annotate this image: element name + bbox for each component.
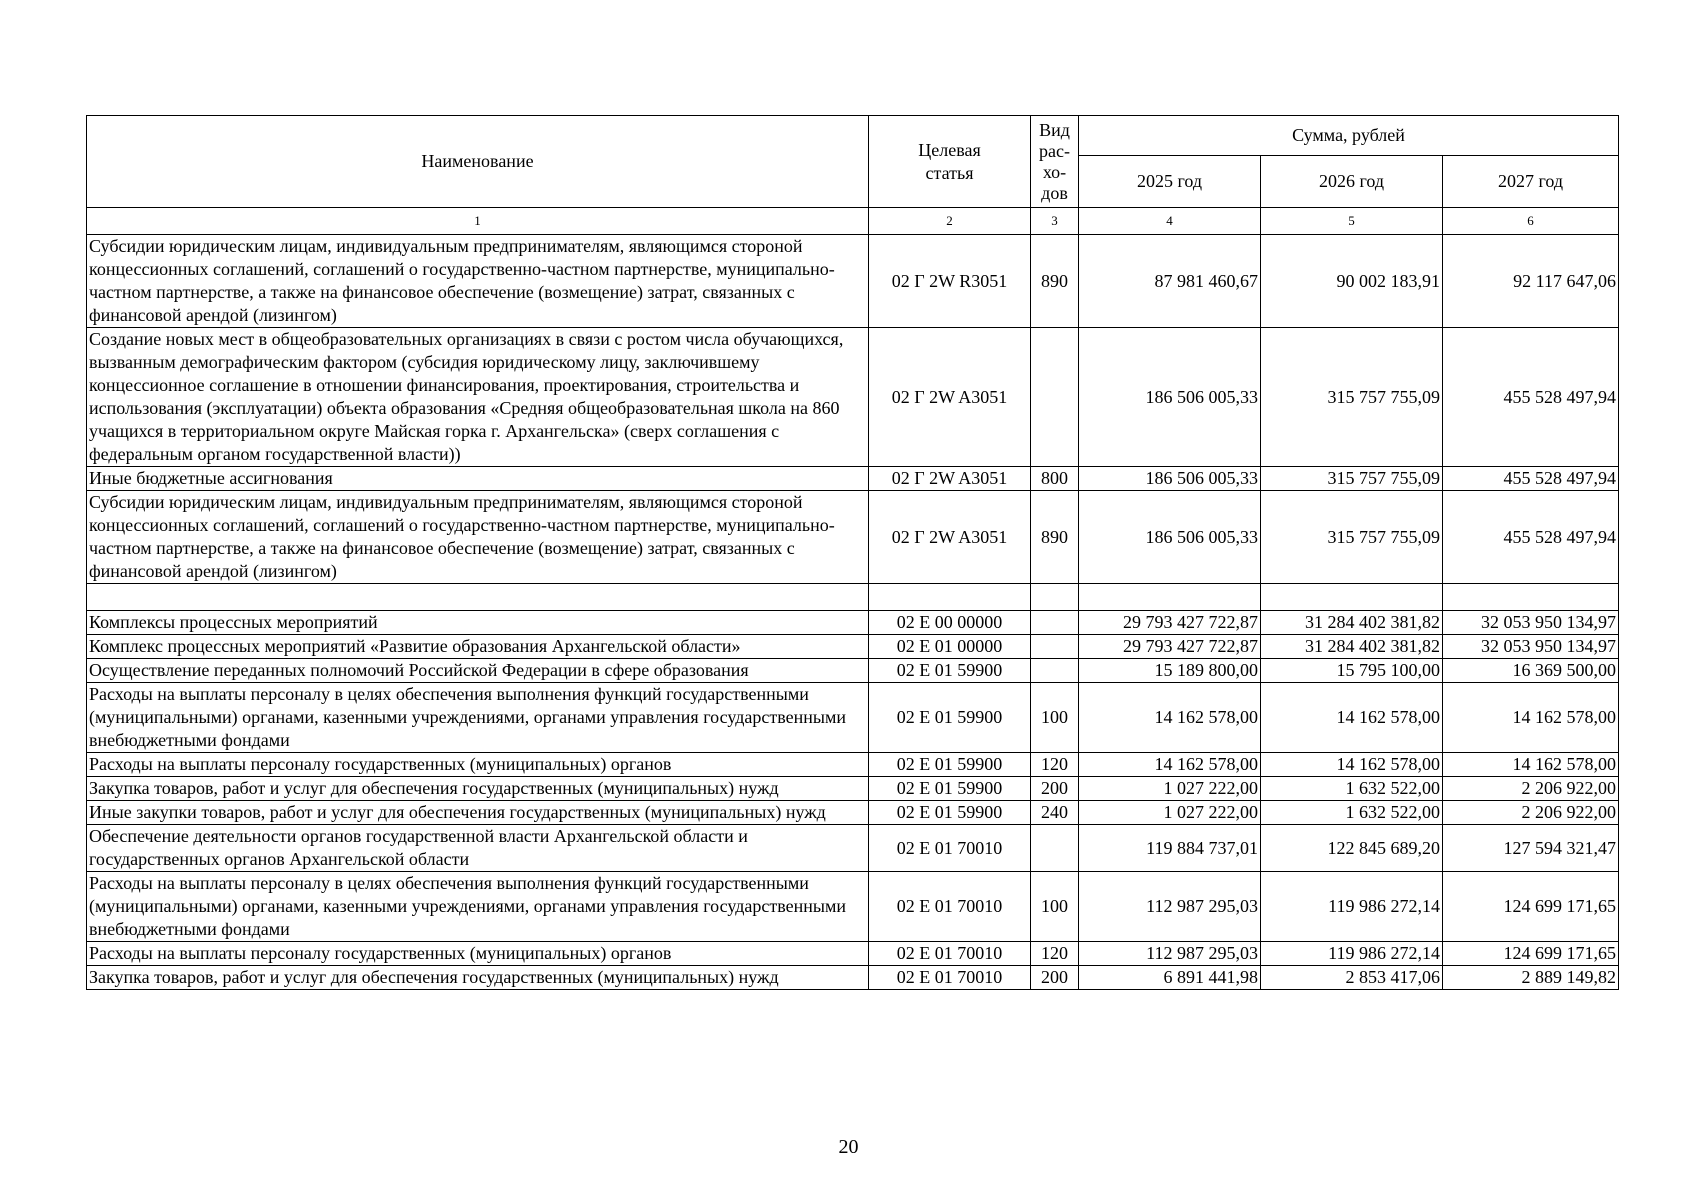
- cell-name: Осуществление переданных полномочий Российской Федерации в сфере образования: [87, 659, 869, 683]
- cell-target-article: 02 Е 01 70010: [869, 872, 1031, 942]
- header-year-2027: 2027 год: [1443, 156, 1619, 208]
- cell-target-article: 02 Г 2W A3051: [869, 467, 1031, 491]
- cell-amount-2026: [1261, 584, 1443, 611]
- cell-target-article: 02 Е 01 70010: [869, 966, 1031, 990]
- cell-expense-type: [1031, 328, 1079, 467]
- cell-expense-type: 100: [1031, 872, 1079, 942]
- cell-target-article: [869, 584, 1031, 611]
- table-row: [87, 872, 1619, 942]
- cell-amount-2026: 315 757 755,09: [1261, 467, 1443, 491]
- cell-name: Расходы на выплаты персоналу государственных (муниципальных) органов: [87, 942, 869, 966]
- header-year-2026: 2026 год: [1261, 156, 1443, 208]
- cell-amount-2027: 127 594 321,47: [1443, 825, 1619, 872]
- cell-amount-2025: 15 189 800,00: [1079, 659, 1261, 683]
- cell-target-article: 02 Е 01 70010: [869, 942, 1031, 966]
- cell-amount-2025: 112 987 295,03: [1079, 942, 1261, 966]
- cell-name: Субсидии юридическим лицам, индивидуальным предпринимателям, являющимся стороной концессионных соглашений, соглашений о государственно-частном партнерстве, муниципально-частном партнерстве, а также на финансовое обеспечение (возмещение) затрат, связанных с финансовой арендой (лизингом): [87, 235, 869, 328]
- table-row: [87, 611, 1619, 635]
- header-year-2025: 2025 год: [1079, 156, 1261, 208]
- cell-amount-2027: 124 699 171,65: [1443, 872, 1619, 942]
- column-index: 3: [1031, 208, 1079, 235]
- cell-target-article: 02 Г 2W A3051: [869, 491, 1031, 584]
- cell-target-article: 02 Е 01 59900: [869, 753, 1031, 777]
- header-target-article: [869, 116, 1031, 208]
- table-row: [87, 777, 1619, 801]
- cell-name: Комплекс процессных мероприятий «Развитие образования Архангельской области»: [87, 635, 869, 659]
- header-vid: [1031, 116, 1079, 208]
- cell-amount-2026: 122 845 689,20: [1261, 825, 1443, 872]
- header-vid-line1: Вид: [1039, 119, 1070, 140]
- cell-amount-2026: 1 632 522,00: [1261, 801, 1443, 825]
- header-vid-line3: хо-: [1042, 161, 1067, 182]
- header-target-line2: статья: [925, 162, 974, 183]
- cell-amount-2027: [1443, 584, 1619, 611]
- table-row: [87, 753, 1619, 777]
- page-number: 20: [838, 1136, 859, 1158]
- header-name: Наименование: [87, 116, 869, 208]
- cell-amount-2027: 32 053 950 134,97: [1443, 611, 1619, 635]
- table-body: [87, 235, 1619, 990]
- cell-amount-2025: 14 162 578,00: [1079, 753, 1261, 777]
- cell-name: Иные бюджетные ассигнования: [87, 467, 869, 491]
- cell-name: Закупка товаров, работ и услуг для обеспечения государственных (муниципальных) нужд: [87, 777, 869, 801]
- table-row: [87, 584, 1619, 611]
- cell-name: Расходы на выплаты персоналу в целях обеспечения выполнения функций государственными (муниципальными) органами, казенными учреждениями, органами управления государственными внебюджетными фондами: [87, 683, 869, 753]
- cell-amount-2027: 14 162 578,00: [1443, 683, 1619, 753]
- header-vid-line4: дов: [1041, 182, 1068, 203]
- cell-expense-type: [1031, 659, 1079, 683]
- cell-amount-2026: 119 986 272,14: [1261, 942, 1443, 966]
- cell-amount-2025: 186 506 005,33: [1079, 467, 1261, 491]
- cell-expense-type: [1031, 825, 1079, 872]
- cell-amount-2025: 87 981 460,67: [1079, 235, 1261, 328]
- cell-name: Комплексы процессных мероприятий: [87, 611, 869, 635]
- cell-amount-2026: 31 284 402 381,82: [1261, 611, 1443, 635]
- cell-name: [87, 584, 869, 611]
- header-target-line1: Целевая: [918, 139, 981, 160]
- table-row: [87, 801, 1619, 825]
- cell-amount-2027: 16 369 500,00: [1443, 659, 1619, 683]
- cell-amount-2026: 315 757 755,09: [1261, 328, 1443, 467]
- cell-expense-type: 120: [1031, 942, 1079, 966]
- cell-amount-2027: 14 162 578,00: [1443, 753, 1619, 777]
- cell-amount-2026: 1 632 522,00: [1261, 777, 1443, 801]
- cell-amount-2027: 124 699 171,65: [1443, 942, 1619, 966]
- cell-expense-type: 890: [1031, 491, 1079, 584]
- cell-amount-2026: 90 002 183,91: [1261, 235, 1443, 328]
- cell-expense-type: [1031, 611, 1079, 635]
- cell-amount-2027: 455 528 497,94: [1443, 467, 1619, 491]
- column-index: 2: [869, 208, 1031, 235]
- cell-amount-2025: 119 884 737,01: [1079, 825, 1261, 872]
- column-index: 4: [1079, 208, 1261, 235]
- cell-amount-2026: 119 986 272,14: [1261, 872, 1443, 942]
- cell-expense-type: 100: [1031, 683, 1079, 753]
- cell-name: Расходы на выплаты персоналу в целях обеспечения выполнения функций государственными (муниципальными) органами, казенными учреждениями, органами управления государственными внебюджетными фондами: [87, 872, 869, 942]
- cell-expense-type: 890: [1031, 235, 1079, 328]
- header-sum: Сумма, рублей: [1079, 116, 1619, 156]
- cell-amount-2025: 186 506 005,33: [1079, 491, 1261, 584]
- cell-amount-2027: 32 053 950 134,97: [1443, 635, 1619, 659]
- column-index: 6: [1443, 208, 1619, 235]
- budget-table: [86, 115, 1619, 990]
- cell-expense-type: 240: [1031, 801, 1079, 825]
- table-row: [87, 966, 1619, 990]
- table-row: [87, 683, 1619, 753]
- cell-amount-2025: 29 793 427 722,87: [1079, 635, 1261, 659]
- cell-name: Расходы на выплаты персоналу государственных (муниципальных) органов: [87, 753, 869, 777]
- cell-amount-2025: 1 027 222,00: [1079, 801, 1261, 825]
- cell-name: Создание новых мест в общеобразовательных организациях в связи с ростом числа обучающихся, вызванным демографическим фактором (субсидия юридическому лицу, заключившему концессионное соглашение в отношении финансирования, проектирования, строительства и использования (эксплуатации) объекта образования «Средняя общеобразовательная школа на 860 учащихся в территориальном округе Майская горка г. Архангельска» (сверх соглашения с федеральным органом государственной власти)): [87, 328, 869, 467]
- table-row: [87, 659, 1619, 683]
- cell-target-article: 02 Г 2W A3051: [869, 328, 1031, 467]
- cell-amount-2027: 455 528 497,94: [1443, 491, 1619, 584]
- cell-amount-2025: 186 506 005,33: [1079, 328, 1261, 467]
- cell-target-article: 02 Е 01 70010: [869, 825, 1031, 872]
- cell-amount-2025: 14 162 578,00: [1079, 683, 1261, 753]
- cell-amount-2025: 6 891 441,98: [1079, 966, 1261, 990]
- cell-target-article: 02 Е 01 59900: [869, 801, 1031, 825]
- cell-amount-2026: 2 853 417,06: [1261, 966, 1443, 990]
- cell-amount-2025: [1079, 584, 1261, 611]
- header-vid-line2: рас-: [1039, 140, 1070, 161]
- cell-expense-type: [1031, 635, 1079, 659]
- cell-expense-type: 200: [1031, 777, 1079, 801]
- cell-amount-2026: 14 162 578,00: [1261, 753, 1443, 777]
- cell-target-article: 02 Е 01 59900: [869, 683, 1031, 753]
- cell-target-article: 02 Е 01 59900: [869, 659, 1031, 683]
- cell-amount-2027: 2 206 922,00: [1443, 801, 1619, 825]
- cell-amount-2027: 455 528 497,94: [1443, 328, 1619, 467]
- cell-amount-2025: 1 027 222,00: [1079, 777, 1261, 801]
- table-row: [87, 235, 1619, 328]
- cell-amount-2025: 112 987 295,03: [1079, 872, 1261, 942]
- table-row: [87, 491, 1619, 584]
- cell-amount-2026: 15 795 100,00: [1261, 659, 1443, 683]
- cell-expense-type: 200: [1031, 966, 1079, 990]
- cell-target-article: 02 Г 2W R3051: [869, 235, 1031, 328]
- column-index: 1: [87, 208, 869, 235]
- table-row: [87, 635, 1619, 659]
- cell-expense-type: [1031, 584, 1079, 611]
- cell-name: Субсидии юридическим лицам, индивидуальным предпринимателям, являющимся стороной концессионных соглашений, соглашений о государственно-частном партнерстве, муниципально-частном партнерстве, а также на финансовое обеспечение (возмещение) затрат, связанных с финансовой арендой (лизингом): [87, 491, 869, 584]
- table-row: [87, 942, 1619, 966]
- cell-target-article: 02 Е 01 00000: [869, 635, 1031, 659]
- column-index: 5: [1261, 208, 1443, 235]
- cell-expense-type: 800: [1031, 467, 1079, 491]
- cell-expense-type: 120: [1031, 753, 1079, 777]
- table-row: [87, 467, 1619, 491]
- cell-name: Обеспечение деятельности органов государственной власти Архангельской области и государственных органов Архангельской области: [87, 825, 869, 872]
- cell-target-article: 02 Е 00 00000: [869, 611, 1031, 635]
- cell-target-article: 02 Е 01 59900: [869, 777, 1031, 801]
- cell-amount-2026: 31 284 402 381,82: [1261, 635, 1443, 659]
- cell-amount-2025: 29 793 427 722,87: [1079, 611, 1261, 635]
- cell-amount-2026: 315 757 755,09: [1261, 491, 1443, 584]
- cell-amount-2026: 14 162 578,00: [1261, 683, 1443, 753]
- table-row: [87, 328, 1619, 467]
- cell-amount-2027: 92 117 647,06: [1443, 235, 1619, 328]
- cell-name: Иные закупки товаров, работ и услуг для обеспечения государственных (муниципальных) нужд: [87, 801, 869, 825]
- table-row: [87, 825, 1619, 872]
- cell-amount-2027: 2 889 149,82: [1443, 966, 1619, 990]
- cell-amount-2027: 2 206 922,00: [1443, 777, 1619, 801]
- cell-name: Закупка товаров, работ и услуг для обеспечения государственных (муниципальных) нужд: [87, 966, 869, 990]
